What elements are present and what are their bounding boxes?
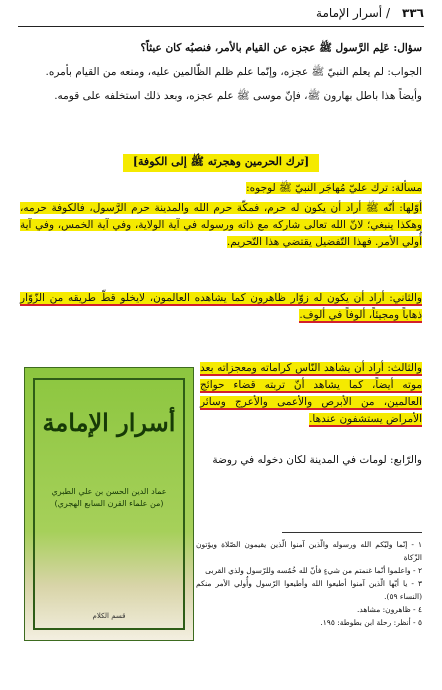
page-number: ٣٣٦ <box>402 6 424 20</box>
issue-intro-text: مسألة: ترك عليّ مُهاجَر النبيّ ﷺ لوجوه: <box>246 182 422 194</box>
footnote-3: ٣ - يا أيّها الّذين آمنوا أطيعوا الله وأطيعوا الرّسول وأُولي الأمر منكم (النساء ٥٩). <box>196 579 422 601</box>
issue-first <box>20 200 422 251</box>
issue-third-text: والثالث: أراد أن يشاهد النّاس كراماته ومعجزاته بعد موته أيضاً، كما يشاهد أنّ تربته قضاء حوائج العالمين، من الأبرص والأعمى والأعرج وسائر الأمراض يستشفون عندها. <box>200 362 422 425</box>
header-separator: / <box>385 6 390 20</box>
section-title: [ترك الحرمين وهجرته ﷺ إلى الكوفة] <box>123 154 319 172</box>
issue-second <box>20 290 422 324</box>
footnotes <box>196 538 422 629</box>
question-text: سؤال: عَلِم الرَّسول ﷺ عجزه عن القيام بالأمر، فنصبُه كان عبثاً؟ <box>140 42 422 54</box>
issue-second-text: والثاني: أراد أن يكون له زوّار ظاهرون كما يشاهده العالمون، لايخلو قطّ طريقه من الزّوّار ذهاباً ومجيئاً، ألوفاً في ألوف. <box>20 292 422 321</box>
issue-intro <box>20 180 422 197</box>
footnote-5: ٥ - أنظر: رحلة ابن بطوطة: ١٩٥. <box>320 618 422 627</box>
cover-author <box>25 486 193 510</box>
answer-text: الجواب: لم يعلم النبيّ ﷺ عجزه، وإنّما علم ظلم الظّالمين عليه، ومنعه من القيام بأمره. <box>45 66 422 78</box>
footnote-2: ٢ - واعلموا أنّما غنمتم من شيءٍ فأنّ لله خُمُسه وللرّسول ولذي القربى <box>205 566 422 575</box>
header-running-title: أسرار الإمامة <box>316 6 383 20</box>
running-title <box>316 6 390 20</box>
page-header <box>18 6 424 26</box>
cover-author-line2: (من علماء القرن السابع الهجري) <box>54 499 164 508</box>
cover-publisher: قسم الكلام <box>92 612 126 620</box>
footnote-rule <box>282 532 422 533</box>
cover-author-line1: عماد الدين الحسن بن علي الطبري <box>51 487 167 496</box>
issue-first-text: أوّلها: أنّه ﷺ أراد أن يكون له حرم، فمكّة حرم الله والمدينة حرم الرَّسول، فالكوفة حرمه، وهكذا ينبغي؛ لانّ الله تعالى شاركه مع ذاته ورسوله في آية الولاية، وفي آية الخمس، وفي آية أُولي الأمر. فهذا التّفضيل يقتضي هذا التّحريم. <box>20 202 422 248</box>
book-cover-image <box>24 367 194 641</box>
cover-title: أسرار الإمامة <box>42 408 176 437</box>
footnote-1: ١ - إنّما وليّكم الله ورسوله والّذين آمنوا الّذين يقيمون الصّلاة ويؤتون الزّكاة <box>196 540 422 562</box>
header-rule <box>18 26 424 27</box>
issue-third <box>200 360 422 428</box>
issue-fourth: والرّابع: لومات في المدينة لكان دخوله في روضة <box>212 454 422 466</box>
answer-text-2: وأيضاً هذا باطل بهارون ﷺ، فإنّ موسى ﷺ علم عجزه، وبعد ذلك استخلفه على قومه. <box>54 90 422 102</box>
section-heading <box>0 150 442 172</box>
footnote-4: ٤ - ظاهرون: مشاهد. <box>357 605 422 614</box>
